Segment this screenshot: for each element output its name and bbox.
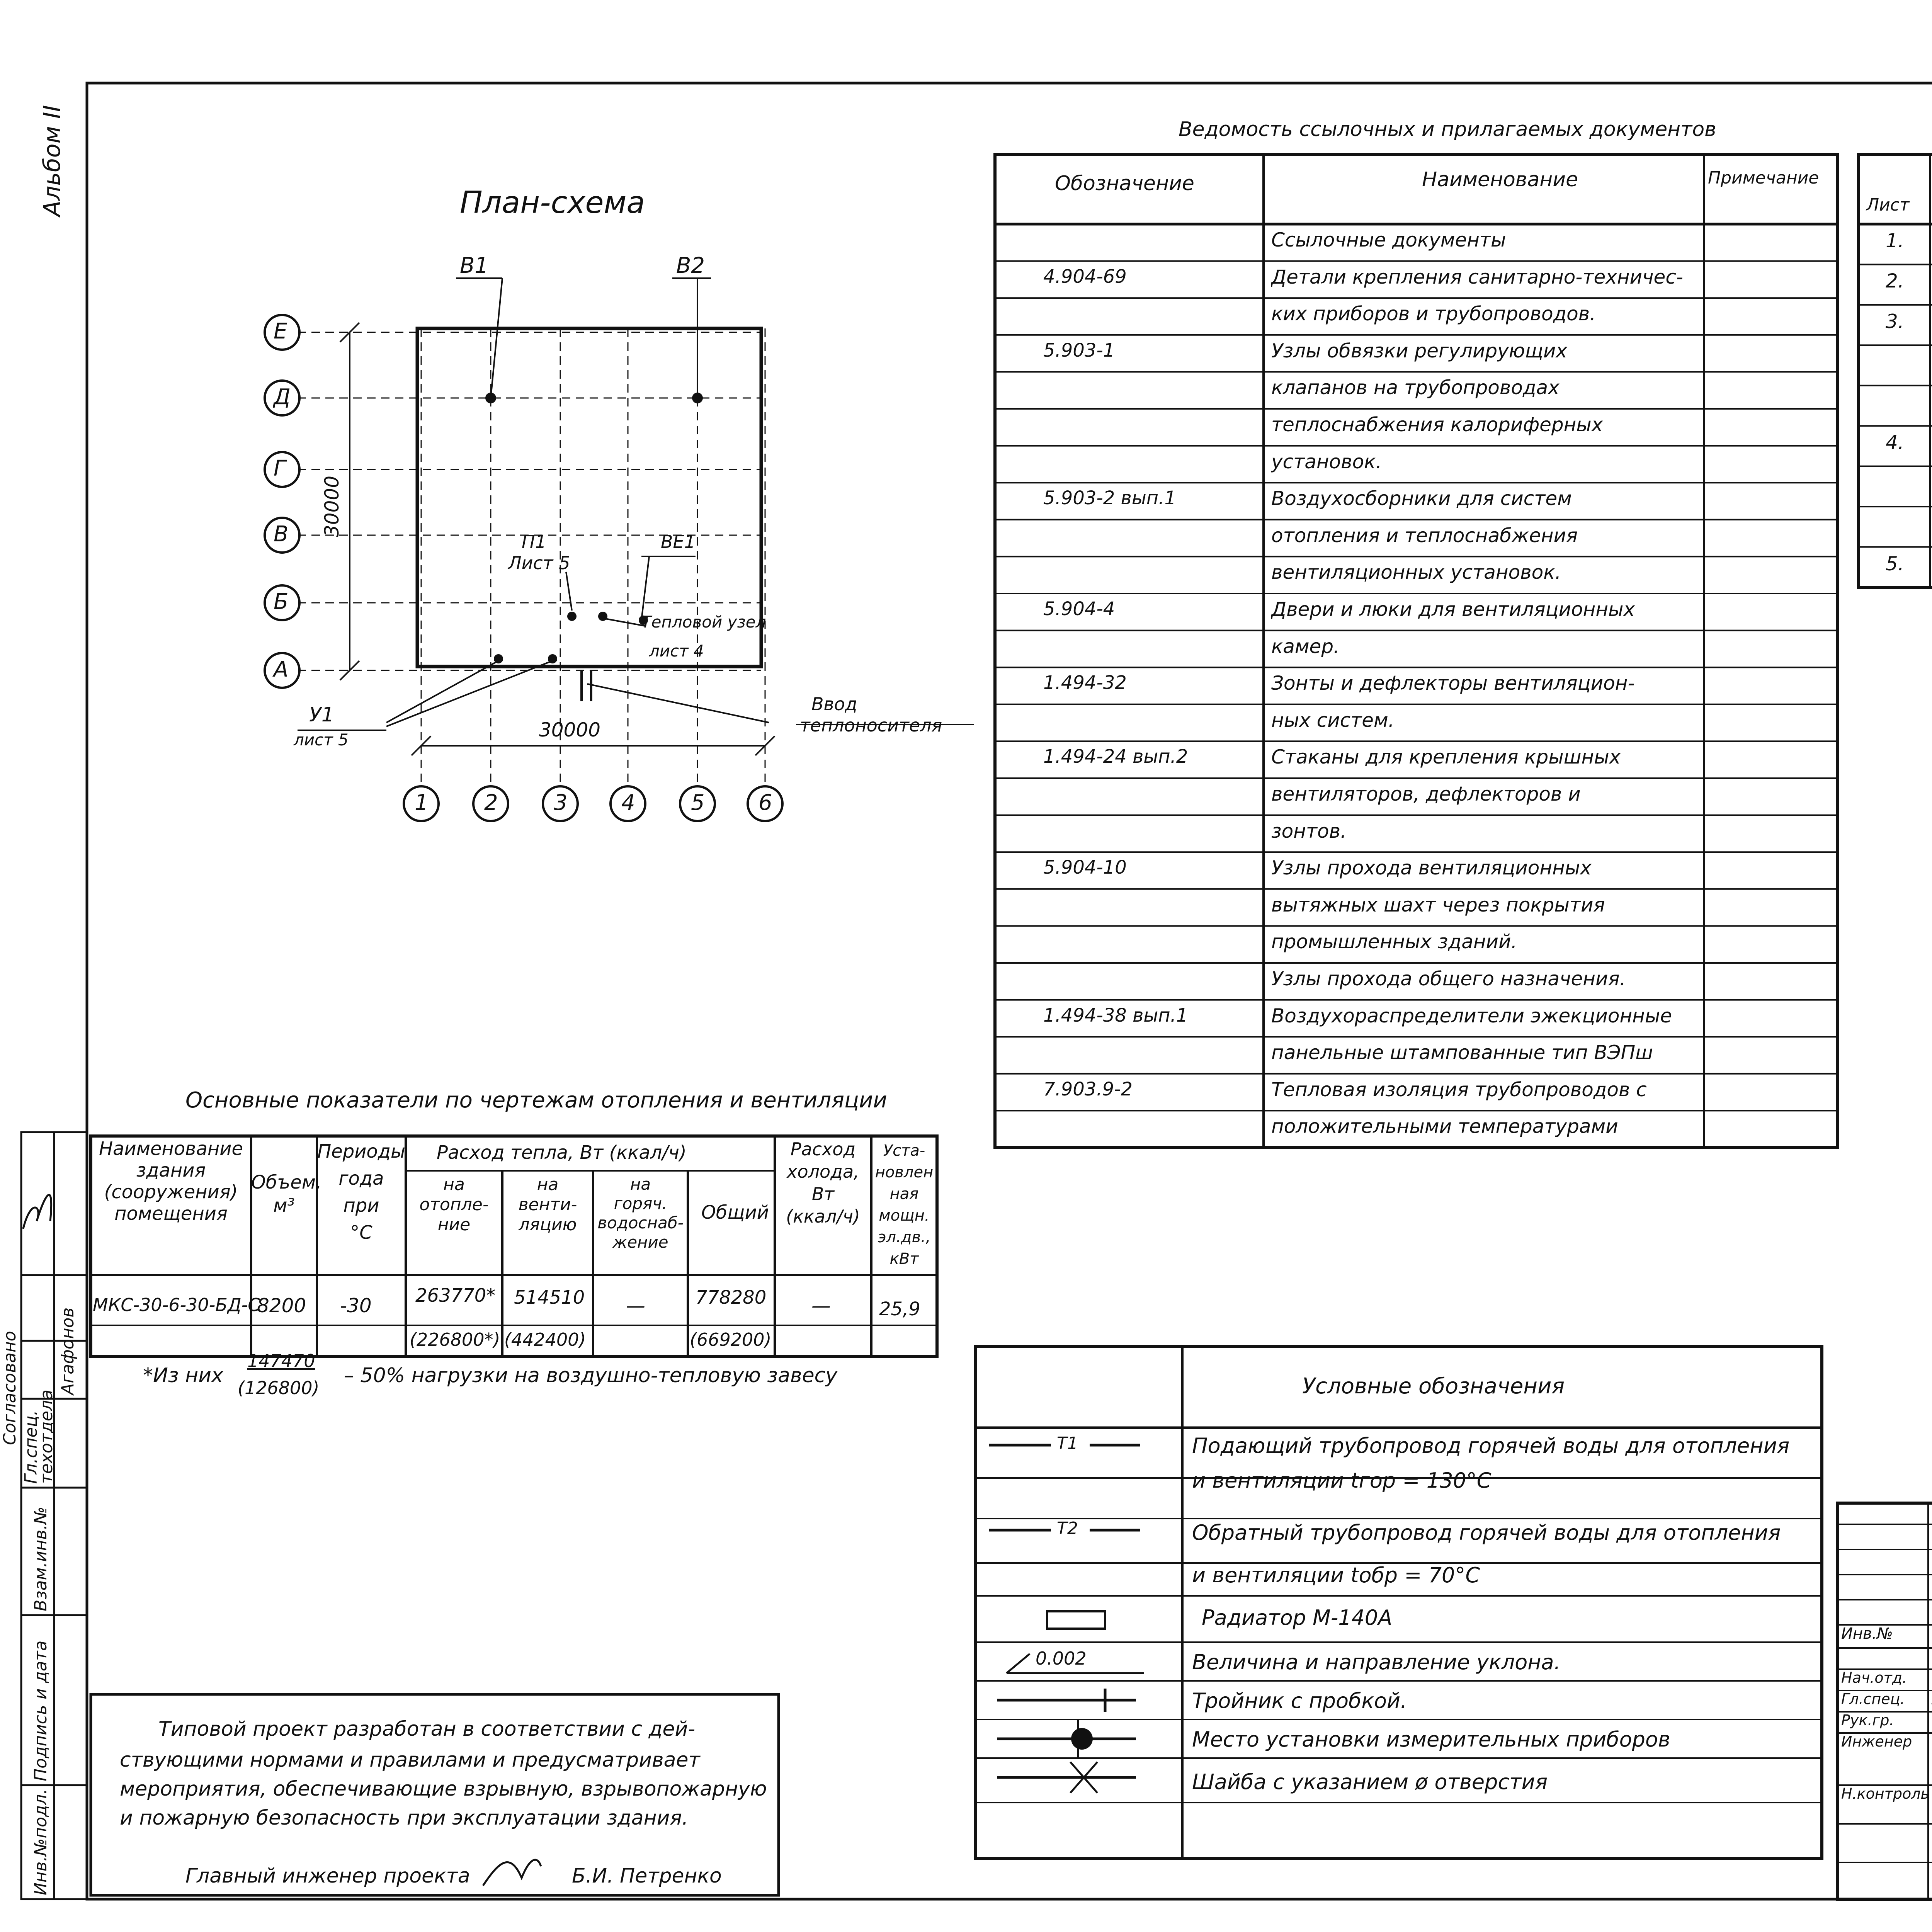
reference-docs-designation: 5.903-2 вып.1: [1043, 487, 1176, 509]
legend-item-6: Величина и направление уклона.: [1192, 1650, 1561, 1674]
indicators-row-hotwater: —: [626, 1294, 645, 1317]
reference-docs-name: Узлы обвязки регулирующих: [1271, 339, 1567, 362]
plan-label-heat-node: Тепловой узел: [641, 612, 766, 631]
reference-docs-header-designation: Обозначение: [1055, 172, 1194, 195]
title-role-2: Гл.спец.: [1841, 1690, 1905, 1708]
side-stamp-chief-spec: Гл.спец.: [21, 1410, 41, 1484]
indicators-header-cold-4: (ккал/ч): [786, 1206, 860, 1227]
title-role-1: Нач.отд.: [1841, 1669, 1907, 1686]
indicators-header-hotwater-4: жение: [612, 1233, 668, 1252]
reference-docs-name: промышленных зданий.: [1271, 930, 1517, 953]
indicators-header-hotwater: [593, 1175, 688, 1252]
indicators-header-power: [871, 1140, 937, 1270]
plan-title: План-схема: [460, 185, 645, 220]
plan-label-inlet-2: теплоносителя: [800, 715, 942, 736]
side-stamp-replace-inv: Взам.инв.№: [31, 1507, 51, 1611]
indicators-row-total: 778280: [696, 1287, 767, 1308]
plan-axis-row-6: А: [274, 657, 289, 682]
indicators-header-volume-2: м³: [273, 1195, 295, 1216]
reference-docs-name: теплоснабжения калориферных: [1271, 413, 1603, 436]
indicators-row-power: 25,9: [879, 1298, 920, 1320]
note-line-4: и пожарную безопасность при эксплуатации здания.: [120, 1806, 689, 1830]
legend-sym-t1: Т1: [1057, 1434, 1078, 1453]
indicators-header-name-2: здания: [136, 1160, 206, 1181]
plan-axis-col-3: 3: [554, 790, 568, 815]
indicators-header-vent-3: ляцию: [519, 1215, 577, 1235]
reference-docs-designation: 5.903-1: [1043, 339, 1115, 361]
legend-item-8: Место установки измерительных приборов: [1192, 1727, 1670, 1752]
reference-docs-name: положительными температурами: [1271, 1115, 1618, 1138]
indicators-header-period-3: при: [343, 1195, 379, 1216]
note-line-3: мероприятия, обеспечивающие взрывную, взрывопожарную: [120, 1777, 767, 1801]
indicators-header-period-1: Периоды: [317, 1141, 405, 1162]
reference-docs-name: вентиляционных установок.: [1271, 561, 1561, 584]
plan-axis-col-1: 1: [415, 790, 429, 815]
reference-docs-designation: 1.494-38 вып.1: [1043, 1004, 1188, 1026]
indicators-header-hotwater-1: на: [630, 1175, 651, 1194]
plan-label-be1: ВЕ1: [661, 531, 696, 552]
plan-dim-horizontal: 30000: [539, 719, 601, 741]
side-stamp-name: Агафонов: [58, 1307, 78, 1395]
indicators-header-hotwater-3: водоснаб-: [597, 1213, 684, 1232]
indicators-row-vent-kcal: (442400): [504, 1329, 586, 1350]
reference-docs-designation: 5.904-4: [1043, 598, 1115, 620]
plan-axis-row-4: В: [274, 522, 289, 547]
legend-item-7: Тройник с пробкой.: [1192, 1689, 1407, 1713]
legend-item-3: Обратный трубопровод горячей воды для отопления: [1192, 1520, 1781, 1545]
plan-label-b2: В2: [676, 253, 705, 278]
indicators-header-heating-3: ние: [437, 1215, 471, 1235]
indicators-header-power-4: мощн.: [879, 1207, 930, 1225]
legend-title: Условные обозначения: [1302, 1374, 1565, 1399]
indicators-header-volume-1: Объем,: [251, 1172, 322, 1193]
indicators-row-name: МКС-30-6-30-БД-С: [93, 1294, 260, 1315]
reference-docs-designation: 7.903.9-2: [1043, 1078, 1133, 1100]
working-drawings-sheet: 2.: [1886, 270, 1904, 293]
reference-docs-name: Воздухосборники для систем: [1271, 487, 1572, 510]
indicators-header-period: [317, 1138, 406, 1246]
indicators-row-heating-kcal: (226800*): [410, 1329, 500, 1350]
reference-docs-designation: 1.494-24 вып.2: [1043, 746, 1188, 768]
reference-docs-name: Стаканы для крепления крышных: [1271, 746, 1621, 769]
note-chief-name: Б.И. Петренко: [572, 1864, 722, 1888]
legend-sym-slope: 0.002: [1036, 1648, 1087, 1669]
reference-docs-header-name: Наименование: [1422, 168, 1578, 191]
indicators-row-heating: 263770*: [415, 1285, 496, 1306]
album-label: Альбом II: [39, 105, 66, 216]
reference-docs-designation: 4.904-69: [1043, 265, 1127, 287]
reference-docs-name: вентиляторов, дефлекторов и: [1271, 783, 1581, 805]
legend-item-9: Шайба с указанием ø отверстия: [1192, 1770, 1548, 1794]
plan-label-heat-node-sheet: лист 4: [649, 641, 704, 660]
indicators-header-power-5: эл.дв.,: [878, 1228, 931, 1246]
indicators-row-period: -30: [340, 1294, 372, 1317]
plan-label-p1: П1: [522, 531, 546, 552]
indicators-header-cold-3: Вт: [811, 1184, 835, 1204]
indicators-header-heat: Расход тепла, Вт (ккал/ч): [437, 1142, 687, 1163]
note-chief-label: Главный инженер проекта: [185, 1864, 470, 1888]
side-stamp-approved: Согласовано: [0, 1331, 20, 1445]
reference-docs-name: камер.: [1271, 635, 1340, 658]
indicators-header-cold-2: холода,: [787, 1161, 859, 1182]
indicators-footnote-suffix: – 50% нагрузки на воздушно-тепловую завесу: [344, 1364, 837, 1387]
indicators-header-heating-1: на: [443, 1175, 465, 1194]
plan-label-u1-sheet: лист 5: [294, 730, 349, 749]
indicators-header-power-1: Уста-: [883, 1142, 925, 1160]
reference-docs-name: панельные штампованные тип ВЭПш: [1271, 1041, 1653, 1064]
indicators-header-cold-1: Расход: [790, 1139, 856, 1160]
reference-docs-name: зонтов.: [1271, 820, 1347, 842]
reference-docs-name: клапанов на трубопроводах: [1271, 376, 1560, 399]
indicators-footnote-prefix: *Из них: [143, 1364, 223, 1387]
reference-docs-title: Ведомость ссылочных и прилагаемых документов: [1179, 118, 1716, 141]
legend-item-4: и вентиляции tобр = 70°С: [1192, 1563, 1480, 1587]
reference-docs-name: Тепловая изоляция трубопроводов с: [1271, 1078, 1647, 1101]
side-stamp-tech-dept: техотдела: [37, 1389, 56, 1484]
plan-axis-col-2: 2: [484, 790, 498, 815]
indicators-header-power-3: ная: [889, 1185, 919, 1203]
indicators-title: Основные показатели по чертежам отопления и вентиляции: [185, 1088, 887, 1113]
indicators-footnote-num: 147470: [247, 1350, 315, 1371]
indicators-header-power-6: кВт: [889, 1250, 919, 1268]
title-role-3: Рук.гр.: [1841, 1712, 1894, 1729]
reference-docs-name: установок.: [1271, 450, 1382, 473]
plan-label-p1-sheet: Лист 5: [508, 553, 570, 573]
reference-docs-name: вытяжных шахт через покрытия: [1271, 893, 1605, 916]
legend-sym-t2: Т2: [1057, 1519, 1078, 1538]
indicators-row-cold: —: [811, 1294, 831, 1317]
indicators-header-power-2: новлен: [875, 1163, 934, 1181]
plan-label-u1: У1: [309, 703, 334, 726]
reference-docs-name: Двери и люки для вентиляционных: [1271, 598, 1635, 621]
reference-docs-designation: 5.904-10: [1043, 857, 1127, 879]
plan-label-b1: В1: [460, 253, 489, 278]
reference-docs-name: Зонты и дефлекторы вентиляцион-: [1271, 672, 1635, 695]
reference-docs-name: Воздухораспределители эжекционные: [1271, 1004, 1672, 1027]
indicators-header-period-4: °С: [350, 1222, 372, 1243]
reference-docs-name: Узлы прохода общего назначения.: [1271, 968, 1626, 990]
working-drawings-sheet: 4.: [1886, 431, 1904, 454]
indicators-row-volume: 8200: [257, 1294, 306, 1317]
reference-docs-header-note: Примечание: [1708, 168, 1819, 188]
legend-item-1: Подающий трубопровод горячей воды для отопления: [1192, 1434, 1790, 1458]
title-inv: Инв.№: [1841, 1625, 1893, 1643]
side-stamp-signature-date: Подпись и дата: [31, 1640, 51, 1781]
indicators-header-cold: [775, 1138, 871, 1228]
indicators-row-total-kcal: (669200): [690, 1329, 772, 1350]
plan-axis-row-3: Г: [274, 456, 286, 481]
indicators-header-name-1: Наименование: [99, 1138, 243, 1160]
indicators-header-name-3: (сооружения): [104, 1181, 238, 1203]
legend-item-2: и вентиляции tгор = 130°С: [1192, 1468, 1492, 1493]
title-role-5: Н.контроль: [1841, 1785, 1929, 1802]
indicators-footnote-den: (126800): [238, 1378, 320, 1398]
plan-axis-row-5: Б: [274, 589, 289, 614]
indicators-header-heating: [406, 1175, 502, 1235]
working-drawings-sheet: 1.: [1886, 230, 1904, 252]
plan-axis-col-4: 4: [621, 790, 635, 815]
indicators-header-name-4: помещения: [114, 1203, 228, 1225]
plan-axis-col-5: 5: [691, 790, 705, 815]
plan-dim-vertical: 30000: [321, 475, 343, 537]
reference-docs-name: Детали крепления санитарно-техничес-: [1271, 265, 1683, 288]
reference-docs-designation: 1.494-32: [1043, 672, 1127, 694]
plan-axis-row-2: Д: [274, 384, 291, 410]
legend-item-5: Радиатор М-140А: [1202, 1605, 1393, 1630]
reference-docs-name: Узлы прохода вентиляционных: [1271, 857, 1592, 879]
reference-docs-name: ких приборов и трубопроводов.: [1271, 303, 1596, 325]
plan-label-inlet: Ввод: [811, 694, 857, 714]
indicators-header-vent-2: венти-: [518, 1195, 577, 1214]
note-line-1: Типовой проект разработан в соответствии с дей-: [158, 1718, 696, 1741]
title-role-4: Инженер: [1841, 1733, 1912, 1750]
reference-docs-name: Ссылочные документы: [1271, 229, 1506, 251]
indicators-header-hotwater-2: горяч.: [614, 1194, 667, 1213]
working-drawings-header-sheet: Лист: [1866, 195, 1910, 215]
plan-axis-col-6: 6: [759, 790, 772, 815]
indicators-header-vent-1: на: [537, 1175, 559, 1194]
indicators-row-vent: 514510: [514, 1287, 585, 1308]
plan-axis-row-1: Е: [274, 319, 287, 344]
working-drawings-sheet: 5.: [1886, 552, 1904, 575]
reference-docs-name: ных систем.: [1271, 709, 1395, 731]
reference-docs-name: отопления и теплоснабжения: [1271, 524, 1578, 547]
indicators-header-period-2: года: [338, 1168, 384, 1189]
indicators-header-total: Общий: [701, 1202, 769, 1223]
indicators-header-volume: [251, 1171, 322, 1217]
note-line-2: ствующими нормами и правилами и предусматривает: [120, 1748, 700, 1772]
indicators-header-name: [93, 1138, 249, 1225]
side-stamp-orig-inv: Инв.№подл.: [31, 1789, 51, 1895]
indicators-header-heating-2: отопле-: [419, 1195, 489, 1214]
working-drawings-sheet: 3.: [1886, 310, 1904, 333]
indicators-header-vent: [502, 1175, 593, 1235]
